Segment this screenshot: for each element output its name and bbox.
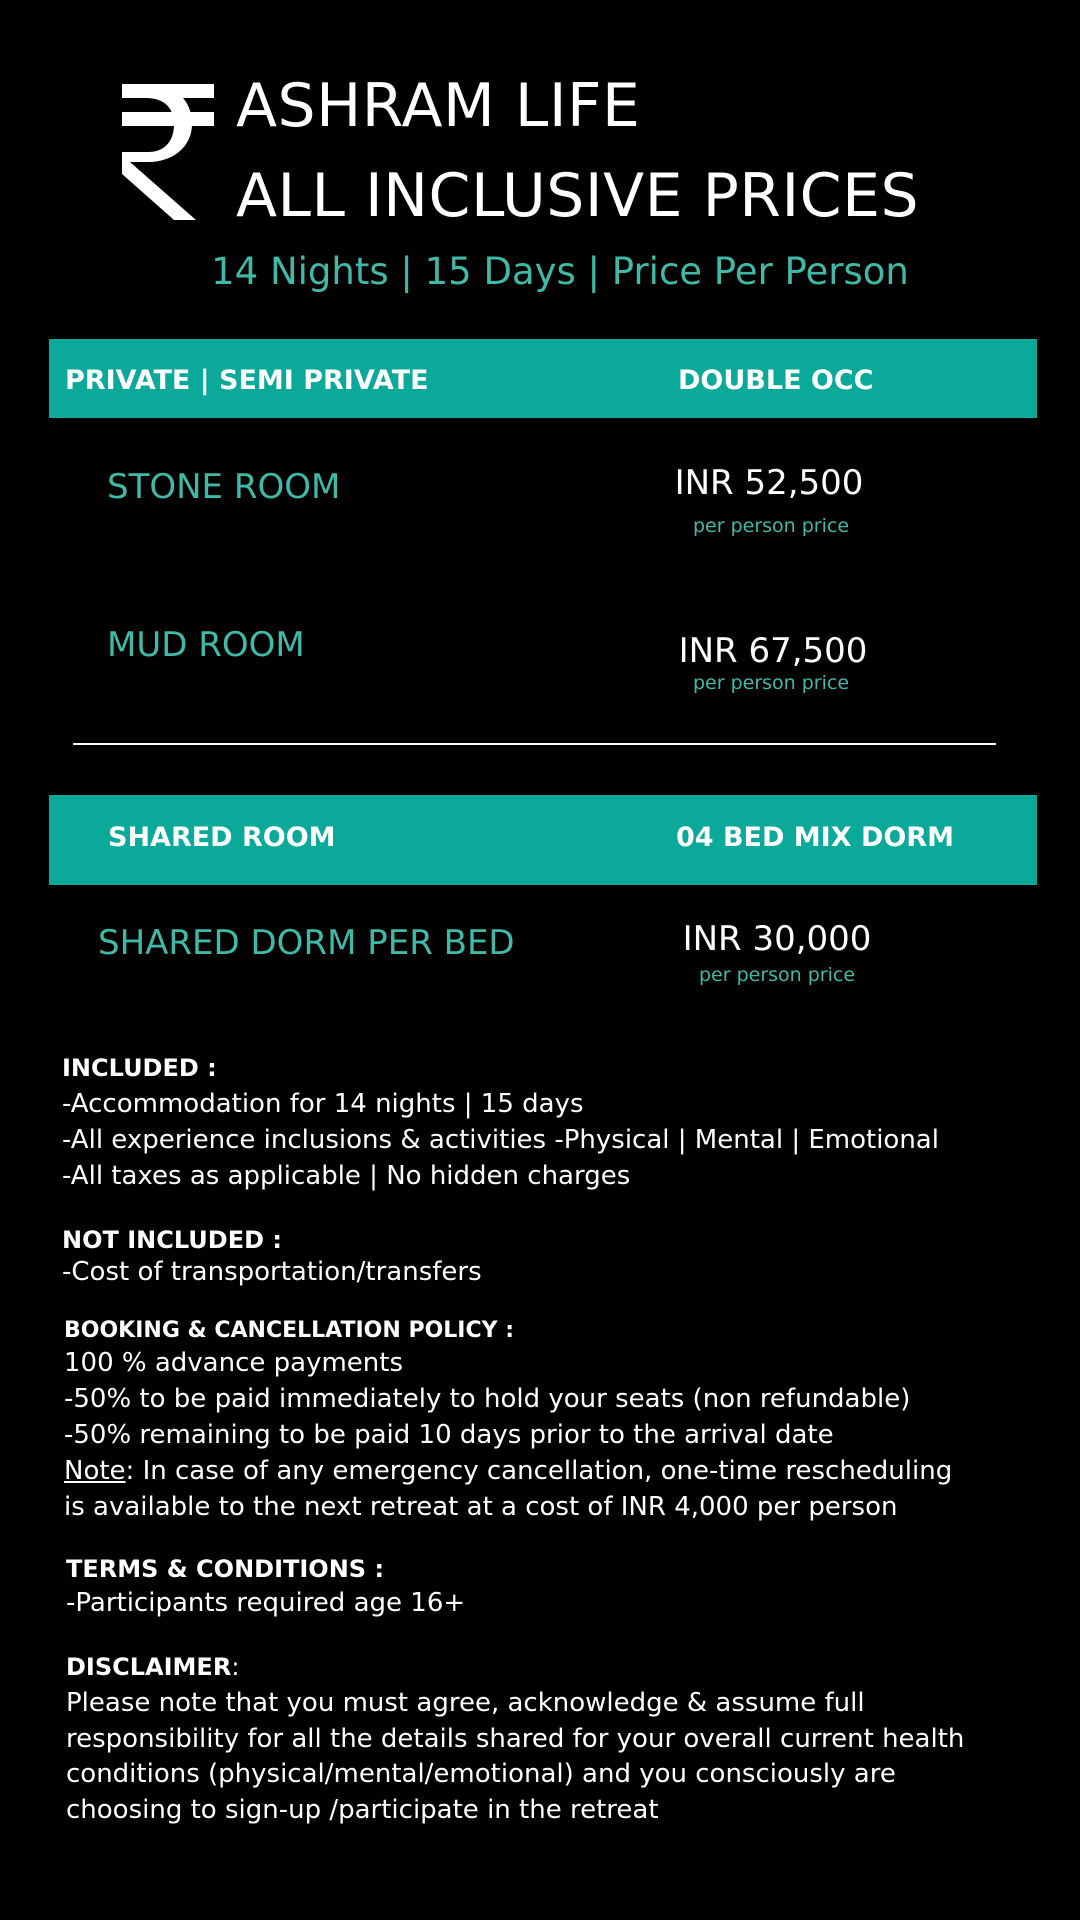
booking-note-line-1 — [64, 1458, 952, 1484]
not-included-item: -Cost of transportation/transfers — [62, 1257, 482, 1287]
disclaimer-colon: : — [231, 1653, 240, 1681]
not-included-heading: NOT INCLUDED : — [62, 1226, 282, 1254]
disclaimer-line: choosing to sign-up /participate in the retreat — [66, 1795, 659, 1825]
terms-heading: TERMS & CONDITIONS : — [66, 1555, 385, 1583]
disclaimer-line: conditions (physical/mental/emotional) and you consciously are — [66, 1759, 896, 1789]
included-item: -All experience inclusions & activities -Physical | Mental | Emotional — [62, 1125, 939, 1155]
disclaimer-line: responsibility for all the details shared for your overall current health — [66, 1724, 965, 1754]
price-stone: INR 52,500 — [674, 463, 864, 503]
terms-item: -Participants required age 16+ — [66, 1588, 466, 1618]
booking-policy-item: 100 % advance payments — [64, 1348, 404, 1378]
price-shared-dorm: INR 30,000 — [682, 919, 872, 959]
disclaimer-line: Please note that you must agree, acknowledge & assume full — [66, 1688, 865, 1718]
price-note-stone: per person price — [692, 515, 850, 537]
price-note-shared-dorm: per person price — [698, 964, 856, 986]
shared-header-right: 04 BED MIX DORM — [676, 822, 954, 853]
price-note-mud: per person price — [692, 672, 850, 694]
room-name-mud: MUD ROOM — [107, 625, 305, 665]
note-label: Note — [64, 1456, 126, 1486]
disclaimer-heading: DISCLAIMER — [66, 1653, 232, 1681]
booking-note-line-2: is available to the next retreat at a cost of INR 4,000 per person — [64, 1492, 898, 1522]
shared-header-left: SHARED ROOM — [108, 822, 336, 853]
booking-policy-item: -50% remaining to be paid 10 days prior to the arrival date — [64, 1420, 834, 1450]
title-line-2: ALL INCLUSIVE PRICES — [236, 161, 920, 231]
included-item: -Accommodation for 14 nights | 15 days — [62, 1089, 584, 1119]
room-name-shared-dorm: SHARED DORM PER BED — [98, 923, 515, 963]
included-heading: INCLUDED : — [62, 1054, 217, 1082]
private-header-left: PRIVATE | SEMI PRIVATE — [65, 365, 429, 396]
price-mud: INR 67,500 — [678, 631, 868, 671]
rupee-icon — [122, 84, 214, 220]
private-header-right: DOUBLE OCC — [678, 365, 874, 396]
booking-policy-item: -50% to be paid immediately to hold your seats (non refundable) — [64, 1384, 911, 1414]
divider — [73, 743, 996, 745]
disclaimer-heading-row — [66, 1655, 239, 1679]
title-line-1: ASHRAM LIFE — [236, 71, 641, 141]
booking-policy-heading: BOOKING & CANCELLATION POLICY : — [64, 1318, 515, 1343]
subtitle: 14 Nights | 15 Days | Price Per Person — [211, 250, 909, 293]
included-item: -All taxes as applicable | No hidden charges — [62, 1161, 631, 1191]
room-name-stone: STONE ROOM — [107, 467, 341, 507]
note-text: : In case of any emergency cancellation, one-time rescheduling — [125, 1456, 953, 1486]
